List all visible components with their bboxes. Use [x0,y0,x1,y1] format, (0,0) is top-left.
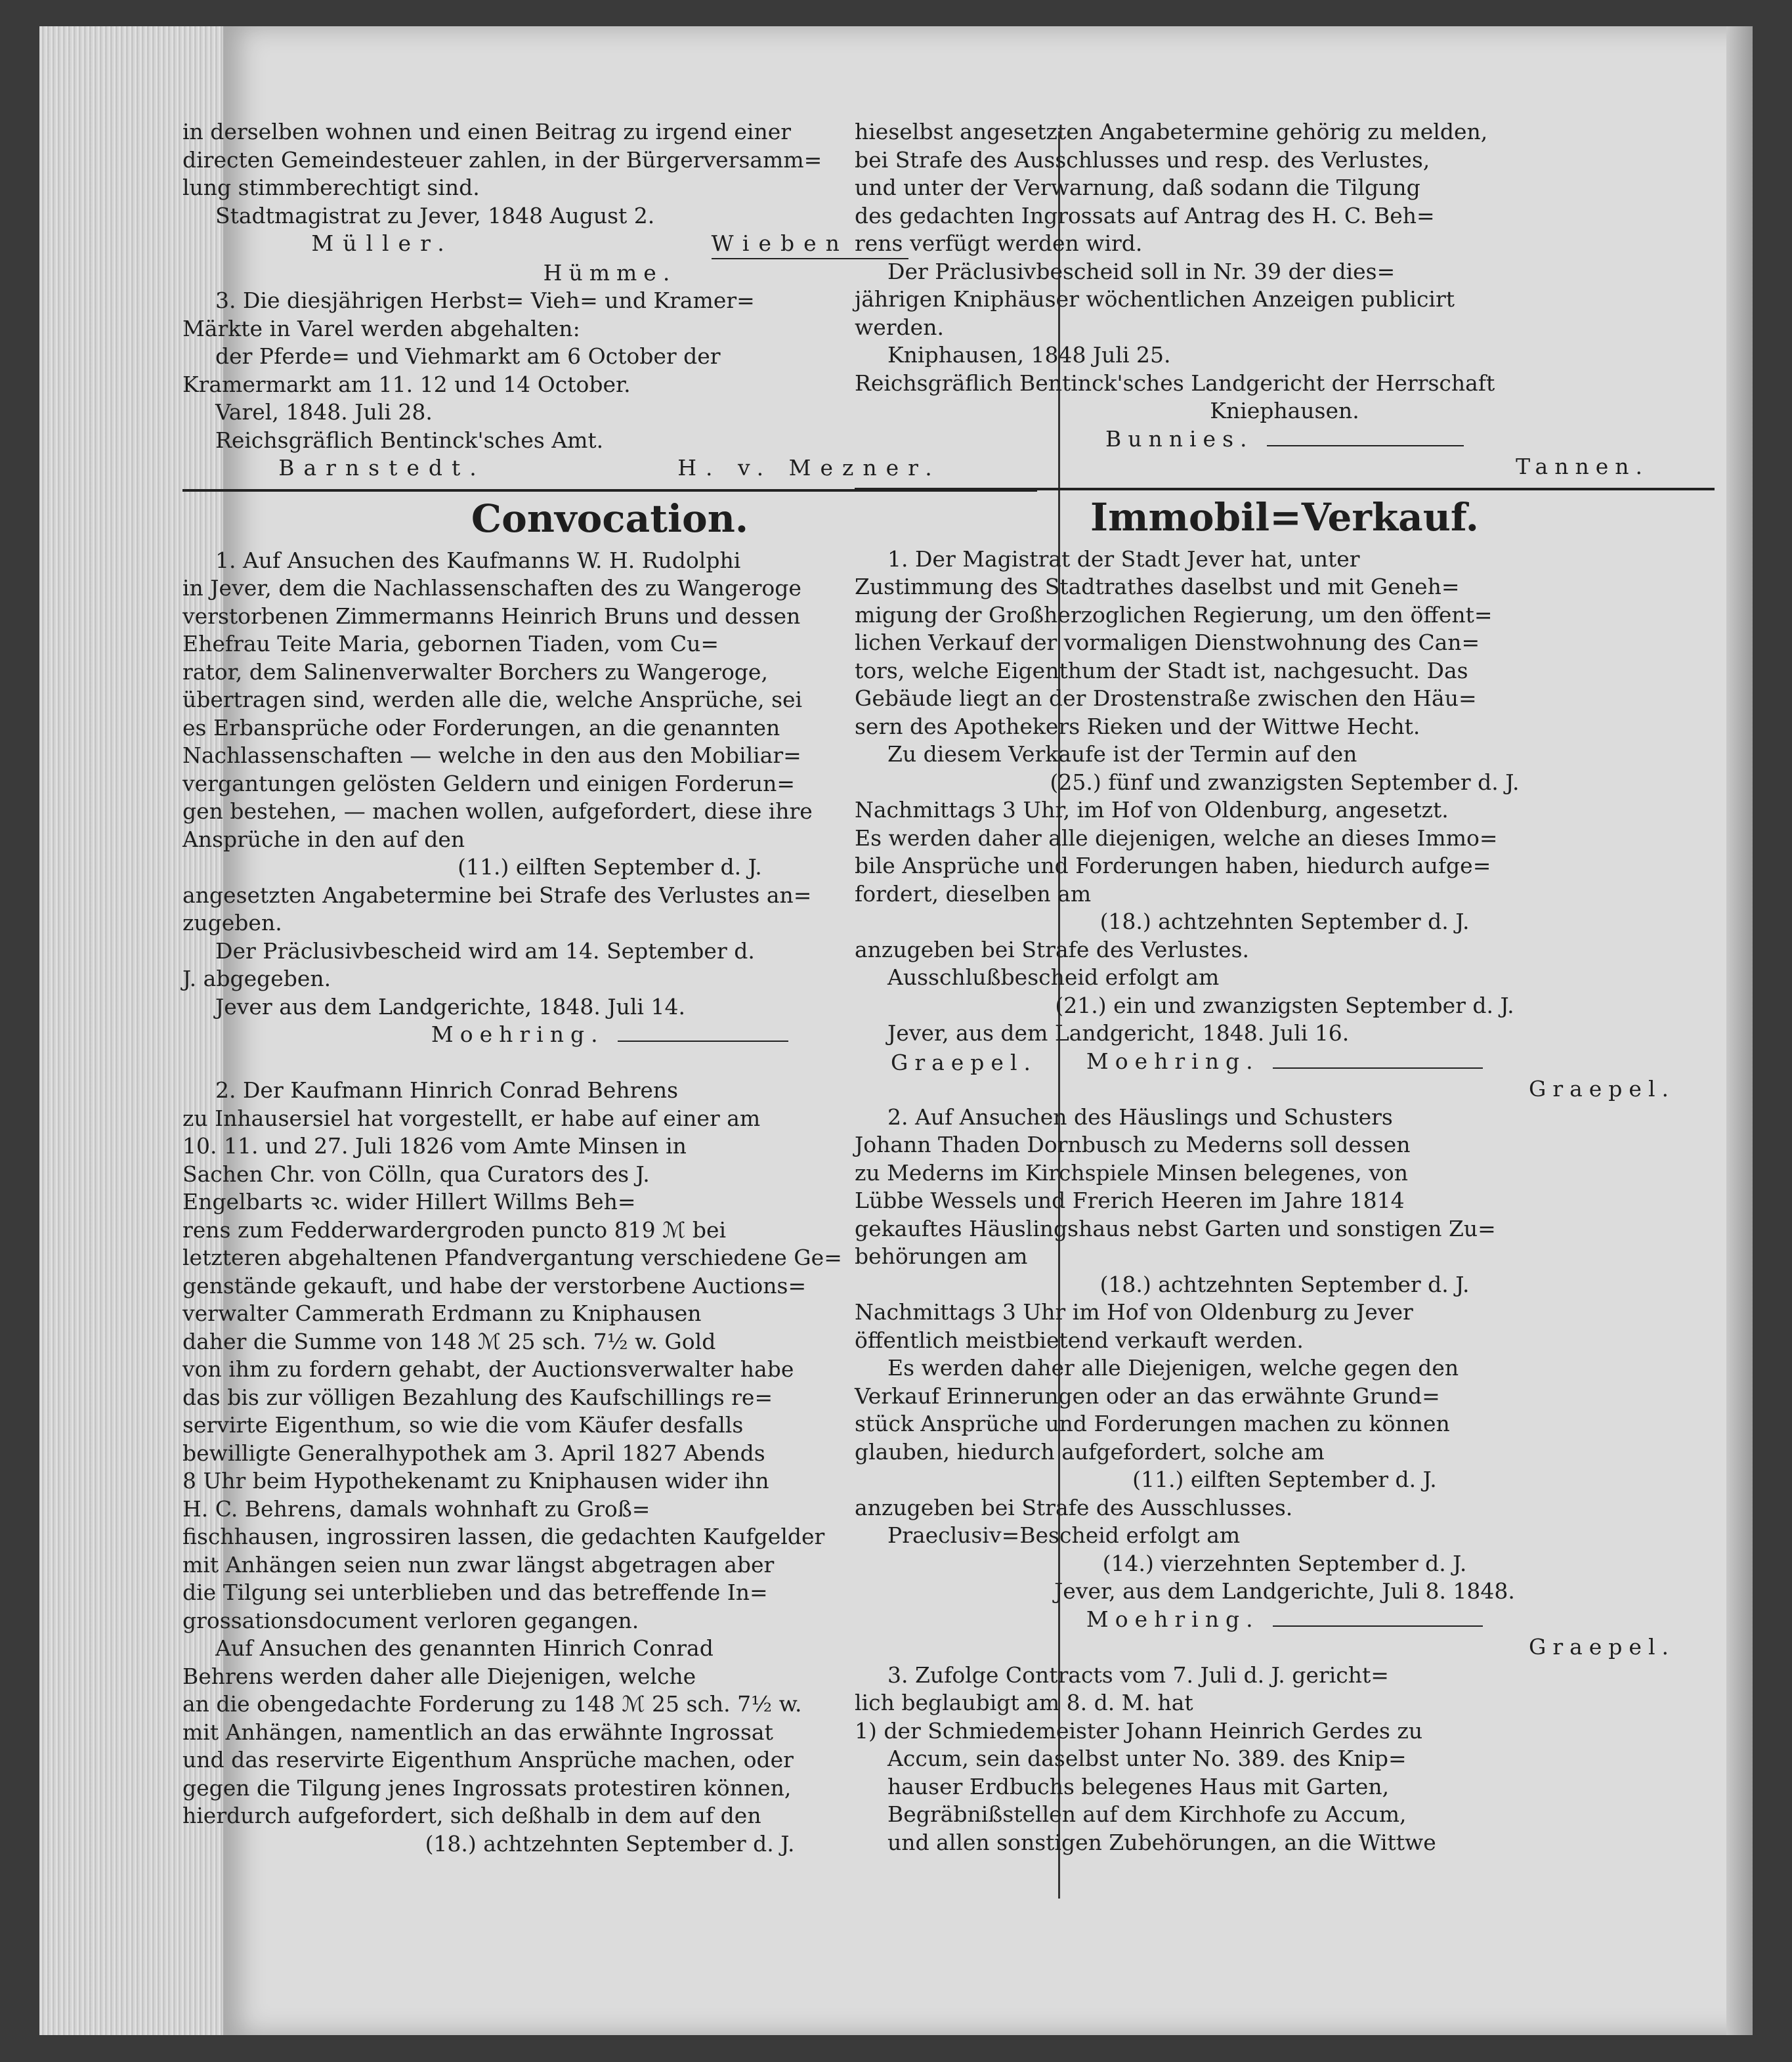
text-line: rator, dem Salinenverwalter Borchers zu Wangeroge, [182,658,768,685]
text-line: glauben, hiedurch aufgefordert, solche am [855,1438,1325,1465]
text-line: gekauftes Häuslingshaus nebst Garten und sonstigen Zu= [855,1215,1496,1241]
signature-humme: Hümme. [543,259,677,286]
text-line: servirte Eigenthum, so wie die vom Käufer desfalls [182,1412,744,1438]
text-line: 1. Auf Ansuchen des Kaufmanns W. H. Rudolphi [215,547,741,573]
text-line: bewilligte Generalhypothek am 3. April 1827 Abends [182,1440,765,1466]
magistrat-line: Stadtmagistrat zu Jever, 1848 August 2. [215,202,655,228]
text-line: 2. Der Kaufmann Hinrich Conrad Behrens [215,1077,679,1103]
text-line: behörungen am [855,1243,1028,1269]
text-line: fordert, dieselben am [855,880,1092,907]
place-date-line: Jever, aus dem Landgericht, 1848. Juli 16. [887,1020,1350,1046]
text-line: anzugeben bei Strafe des Ausschlusses. [855,1494,1293,1520]
signature-graepel: Graepel. [890,1049,1037,1075]
text-line: und allen sonstigen Zubehörungen, an die Wittwe [887,1829,1436,1855]
text-line: grossationsdocument verloren gegangen. [182,1607,639,1633]
immobil-heading: Immobil=Verkauf. [1090,494,1479,540]
text-line: mit Anhängen, namentlich an das erwähnte Ingrossat [182,1719,773,1745]
text-line: daher die Summe von 148 ℳ 25 sch. 7½ w. Gold [182,1328,716,1354]
text-line: genstände gekauft, und habe der verstorbene Auctions= [182,1272,807,1299]
text-line: Gebäude liegt an der Drostenstraße zwischen den Häu= [855,685,1477,711]
signature-moehring [855,1606,1715,1634]
text-line: gegen die Tilgung jenes Ingrossats protestiren können, [182,1774,792,1801]
date-line: (18.) achtzehnten September d. J. [1099,1271,1470,1297]
place-date-line: Kniphausen, 1848 Juli 25. [887,342,1171,368]
text-line: 3. Zufolge Contracts vom 7. Juli d. J. gericht= [887,1662,1389,1688]
place-date-line: Jever, aus dem Landgerichte, Juli 8. 1848. [1054,1578,1515,1604]
text-line: Kniephausen. [1210,398,1359,423]
text-line: 1) der Schmiedemeister Johann Heinrich Gerdes zu [855,1717,1423,1744]
text-line: in derselben wohnen und einen Beitrag zu irgend einer [182,119,792,144]
date-line: (25.) fünf und zwanzigsten September d. J. [1050,769,1520,795]
text-line: hieselbst angesetzten Angabetermine gehörig zu melden, [855,119,1488,144]
text-line: von ihm zu fordern gehabt, der Auctionsverwalter habe [182,1356,794,1382]
text-line: öffentlich meistbietend verkauft werden. [855,1327,1304,1353]
text-line: stück Ansprüche und Forderungen machen zu können [855,1411,1450,1436]
text-line: werden. [855,314,944,340]
text-line: Es werden daher alle diejenigen, welche an dieses Immo= [855,825,1498,851]
text-line: hauser Erdbuchs belegenes Haus mit Garten, [887,1773,1390,1799]
text-line: Johann Thaden Dornbusch zu Mederns soll dessen [855,1132,1411,1157]
text-line: die Tilgung sei unterblieben und das betreffende In= [182,1579,768,1605]
text-line: mit Anhängen seien nun zwar längst abgetragen aber [182,1551,775,1578]
text-line: Der Präclusivbescheid soll in Nr. 39 der dies= [887,258,1396,284]
signature-tannen: Tannen. [1516,454,1649,479]
date-line: (14.) vierzehnten September d. J. [1102,1550,1467,1576]
text-line: und das reservirte Eigenthum Ansprüche machen, oder [182,1747,794,1772]
date-line: (11.) eilften September d. J. [1132,1467,1437,1492]
text-line: letzteren abgehaltenen Pfandvergantung verschiedene Ge= [182,1245,842,1270]
date-line: (18.) achtzehnten September d. J. [425,1830,795,1857]
text-line: vergantungen gelösten Geldern und einigen Forderun= [182,770,796,796]
text-line: fischhausen, ingrossiren lassen, die gedachten Kaufgelder [182,1524,825,1549]
signature-underline [618,1041,788,1042]
text-line: des gedachten Ingrossats auf Antrag des H. C. Beh= [855,202,1435,228]
text-line: Verkauf Erinnerungen oder an das erwähnte Grund= [855,1383,1440,1409]
date-line: (11.) eilften September d. J. [458,854,762,880]
text-line: lung stimmberechtigt sind. [182,175,480,200]
text-line: zugeben. [182,910,282,935]
text-line: 1. Der Magistrat der Stadt Jever hat, unter [887,546,1360,572]
text-line: Der Präclusivbescheid wird am 14. September d. [215,937,755,964]
text-line: Begräbnißstellen auf dem Kirchhofe zu Accum, [887,1801,1407,1827]
date-line: (18.) achtzehnten September d. J. [1099,909,1470,934]
signature-graepel: Graepel. [1528,1076,1675,1102]
page-gutter-shadow [1726,26,1753,2035]
text-line: 10. 11. und 27. Juli 1826 vom Amte Minsen in [182,1133,687,1159]
text-line: Auf Ansuchen des genannten Hinrich Conrad [215,1635,714,1661]
convocation-heading: Convocation. [471,496,749,541]
text-line: 3. Die diesjährigen Herbst= Vieh= und Kramer= [215,288,755,313]
amt-line: Reichsgräflich Bentinck'sches Amt. [215,427,604,453]
text-line: verstorbenen Zimmermanns Heinrich Bruns und dessen [182,603,801,629]
text-line: jährigen Kniphäuser wöchentlichen Anzeigen publicirt [855,286,1455,312]
text-line: Nachlassenschaften — welche in den aus den Mobiliar= [182,742,801,768]
date-line: (21.) ein und zwanzigsten September d. J. [1055,992,1514,1018]
text-line: tors, welche Eigenthum der Stadt ist, nachgesucht. Das [855,657,1468,683]
text-line: Zustimmung des Stadtrathes daselbst und mit Geneh= [855,574,1460,599]
text-line: übertragen sind, werden alle die, welche Ansprüche, sei [182,687,803,712]
text-line: Ansprüche in den auf den [182,826,465,852]
text-line: H. C. Behrens, damals wohnhaft zu Groß= [182,1495,651,1522]
text-line: 8 Uhr beim Hypothekenamt zu Kniphausen wider ihn [182,1468,769,1493]
text-line: Reichsgräflich Bentinck'sches Landgericht der Herrschaft [855,370,1495,396]
text-line: anzugeben bei Strafe des Verlustes. [855,936,1250,962]
text-line: directen Gemeindesteuer zahlen, in der Bürgerversamm= [182,146,822,173]
text-line: Engelbarts ꝛc. wider Hillert Willms Beh= [182,1189,636,1214]
signature-text: Bunnies. [1105,425,1254,452]
text-line: Accum, sein daselbst unter No. 389. des Knip= [887,1746,1407,1771]
place-date-line: Jever aus dem Landgerichte, 1848. Juli 14. [215,993,685,1020]
signature-mueller: Müller. [311,230,454,256]
signature-underline [1267,445,1464,446]
text-line: gen bestehen, — machen wollen, aufgefordert, diese ihre [182,798,813,824]
text-line: Praeclusiv=Bescheid erfolgt am [887,1522,1241,1548]
signature-bunnies [855,425,1715,454]
varel-date: Varel, 1848. Juli 28. [215,399,433,425]
section-divider [855,488,1715,490]
signature-moehring [855,1048,1715,1076]
signature-mezner: H. v. Mezner. [677,455,941,481]
text-line: Ehefrau Teite Maria, gebornen Tiaden, vom Cu= [182,631,719,656]
text-line: verwalter Cammerath Erdmann zu Kniphausen [182,1300,702,1326]
text-line: lich beglaubigt am 8. d. M. hat [855,1690,1193,1715]
text-line: Sachen Chr. von Cölln, qua Curators des J. [182,1161,650,1187]
text-line: hierdurch aufgefordert, sich deßhalb in dem auf den [182,1803,761,1828]
signature-text: Moehring. [1086,1606,1260,1632]
text-line: J. abgegeben. [182,966,331,991]
text-line: das bis zur völligen Bezahlung des Kaufschillings re= [182,1384,773,1410]
text-line: Lübbe Wessels und Frerich Heeren im Jahre 1814 [855,1188,1405,1213]
text-line: rens zum Fedderwardergroden puncto 819 ℳ bei [182,1216,727,1243]
text-line: an die obengedachte Forderung zu 148 ℳ 25 sch. 7½ w. [182,1691,802,1717]
text-line: bei Strafe des Ausschlusses und resp. des Verlustes, [855,146,1430,173]
text-line: Ausschlußbescheid erfolgt am [887,964,1220,990]
text-line: angesetzten Angabetermine bei Strafe des Verlustes an= [182,882,812,908]
text-line: sern des Apothekers Rieken und der Wittwe Hecht. [855,713,1420,739]
signature-underline [1273,1067,1483,1069]
text-line: und unter der Verwarnung, daß sodann die Tilgung [855,175,1420,200]
right-column [855,118,1715,1857]
text-line: bile Ansprüche und Forderungen haben, hiedurch aufge= [855,853,1491,878]
text-line: Es werden daher alle Diejenigen, welche gegen den [887,1355,1459,1381]
signature-text: Moehring. [1086,1048,1260,1074]
text-line: Nachmittags 3 Uhr, im Hof von Oldenburg, angesetzt. [855,797,1449,823]
text-line: Zu diesem Verkaufe ist der Termin auf den [887,741,1357,767]
signature-underline [1273,1625,1483,1627]
text-line: zu Mederns im Kirchspiele Minsen belegenes, von [855,1159,1408,1186]
text-line: 2. Auf Ansuchen des Häuslings und Schusters [887,1104,1393,1130]
text-line: migung der Großherzoglichen Regierung, um den öffent= [855,601,1493,628]
signature-graepel: Graepel. [1528,1634,1675,1660]
text-line: in Jever, dem die Nachlassenschaften des zu Wangeroge [182,575,801,601]
signature-text: Moehring. [431,1021,605,1047]
text-line: Nachmittags 3 Uhr im Hof von Oldenburg zu Jever [855,1299,1413,1325]
text-line: lichen Verkauf der vormaligen Dienstwohnung des Can= [855,630,1480,655]
text-line: es Erbansprüche oder Forderungen, an die genannten [182,714,780,741]
text-line: der Pferde= und Viehmarkt am 6 October der [215,343,721,369]
text-line: rens verfügt werden wird. [855,230,1143,256]
signature-barnstedt: Barnstedt. [278,455,486,481]
text-line: Märkte in Varel werden abgehalten: [182,315,580,341]
text-line: zu Inhausersiel hat vorgestellt, er habe auf einer am [182,1105,761,1131]
text-line: Behrens werden daher alle Diejenigen, welche [182,1663,696,1689]
text-line: Kramermarkt am 11. 12 und 14 October. [182,371,631,397]
signature-wieben: Wieben [712,230,908,259]
